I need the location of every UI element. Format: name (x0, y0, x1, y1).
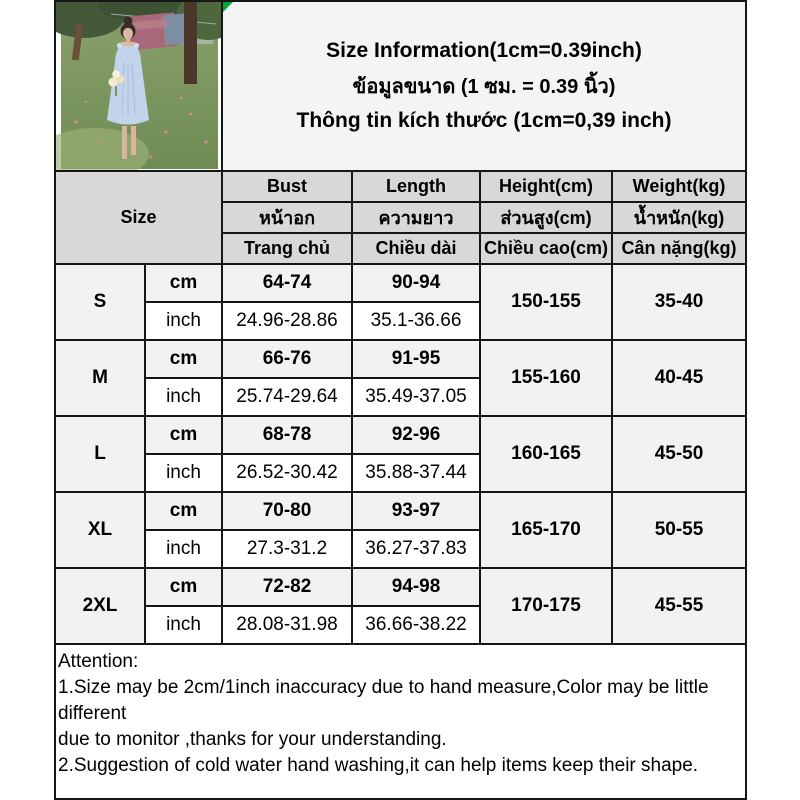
length-inch-value: 36.27-37.83 (352, 530, 480, 568)
col-header-bust-en: Bust (222, 171, 352, 202)
col-header-length-en: Length (352, 171, 480, 202)
length-cm-value: 94-98 (352, 568, 480, 606)
length-cm-value: 90-94 (352, 264, 480, 302)
unit-inch-label: inch (145, 302, 222, 340)
col-header-bust-th: หน้าอก (222, 202, 352, 233)
size-info-title-th: ข้อมูลขนาด (1 ซม. = 0.39 นิ้ว) (352, 76, 616, 98)
green-corner-marker-icon (223, 2, 233, 12)
size-info-title-en: Size Information(1cm=0.39inch) (326, 39, 642, 62)
col-header-length-vi: Chiều dài (352, 233, 480, 264)
unit-cm-label: cm (145, 568, 222, 606)
col-header-length-th: ความยาว (352, 202, 480, 233)
length-inch-value: 36.66-38.22 (352, 606, 480, 644)
length-inch-value: 35.49-37.05 (352, 378, 480, 416)
attention-note (55, 644, 746, 799)
bust-cm-value: 72-82 (222, 568, 352, 606)
weight-value: 40-45 (612, 340, 746, 416)
attention-line: due to monitor ,thanks for your understanding. (58, 729, 447, 750)
size-column-header: Size (55, 171, 222, 264)
product-photo-cell (55, 1, 222, 171)
weight-value: 35-40 (612, 264, 746, 340)
height-value: 150-155 (480, 264, 612, 340)
size-info-title-vi: Thông tin kích thước (1cm=0,39 inch) (296, 109, 672, 132)
height-value: 170-175 (480, 568, 612, 644)
col-header-weight-vi: Cân nặng(kg) (612, 233, 746, 264)
unit-inch-label: inch (145, 454, 222, 492)
weight-value: 50-55 (612, 492, 746, 568)
unit-cm-label: cm (145, 264, 222, 302)
bust-cm-value: 68-78 (222, 416, 352, 454)
bust-cm-value: 66-76 (222, 340, 352, 378)
length-inch-value: 35.1-36.66 (352, 302, 480, 340)
tree-trunk (184, 2, 197, 84)
bust-inch-value: 25.74-29.64 (222, 378, 352, 416)
col-header-height-en: Height(cm) (480, 171, 612, 202)
length-inch-value: 35.88-37.44 (352, 454, 480, 492)
length-cm-value: 93-97 (352, 492, 480, 530)
weight-value: 45-55 (612, 568, 746, 644)
size-row-label-s: S (55, 264, 145, 340)
height-value: 165-170 (480, 492, 612, 568)
bust-cm-value: 64-74 (222, 264, 352, 302)
col-header-height-th: ส่วนสูง(cm) (480, 202, 612, 233)
length-cm-value: 92-96 (352, 416, 480, 454)
size-row-label-m: M (55, 340, 145, 416)
product-photo (56, 2, 221, 170)
unit-inch-label: inch (145, 606, 222, 644)
weight-value: 45-50 (612, 416, 746, 492)
bust-inch-value: 27.3-31.2 (222, 530, 352, 568)
col-header-height-vi: Chiều cao(cm) (480, 233, 612, 264)
attention-title: Attention: (58, 651, 139, 672)
unit-inch-label: inch (145, 530, 222, 568)
attention-line: 1.Size may be 2cm/1inch inaccuracy due to hand measure,Color may be little different (58, 677, 709, 724)
length-cm-value: 91-95 (352, 340, 480, 378)
bust-inch-value: 26.52-30.42 (222, 454, 352, 492)
height-value: 155-160 (480, 340, 612, 416)
unit-cm-label: cm (145, 416, 222, 454)
col-header-weight-th: น้ำหนัก(kg) (612, 202, 746, 233)
attention-line: 2.Suggestion of cold water hand washing,it can help items keep their shape. (58, 755, 699, 776)
unit-inch-label: inch (145, 378, 222, 416)
unit-cm-label: cm (145, 492, 222, 530)
size-table (54, 0, 747, 800)
col-header-weight-en: Weight(kg) (612, 171, 746, 202)
size-row-label-xl: XL (55, 492, 145, 568)
size-info-header-cell (222, 1, 746, 171)
bust-cm-value: 70-80 (222, 492, 352, 530)
col-header-bust-vi: Trang chủ (222, 233, 352, 264)
size-row-label-2xl: 2XL (55, 568, 145, 644)
size-row-label-l: L (55, 416, 145, 492)
bust-inch-value: 24.96-28.86 (222, 302, 352, 340)
bust-inch-value: 28.08-31.98 (222, 606, 352, 644)
height-value: 160-165 (480, 416, 612, 492)
unit-cm-label: cm (145, 340, 222, 378)
